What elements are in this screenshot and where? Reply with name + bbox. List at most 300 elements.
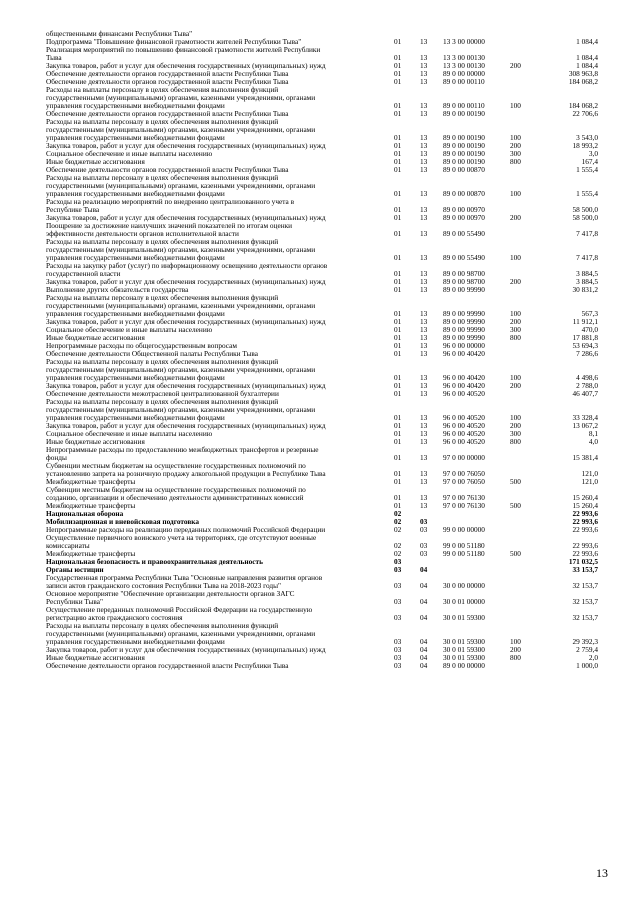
section-code: 01 (394, 141, 402, 150)
section-code: 01 (394, 229, 402, 238)
section-code: 01 (394, 341, 402, 350)
expense-type-code: 100 (510, 309, 521, 318)
amount: 22 993,6 (572, 517, 598, 526)
table-row (46, 198, 598, 214)
section-code: 02 (394, 525, 402, 534)
amount: 11 912,1 (572, 317, 598, 326)
expense-type-code: 500 (510, 501, 521, 510)
amount: 46 407,7 (572, 389, 598, 398)
amount: 33 153,7 (572, 565, 598, 574)
amount: 2 788,0 (576, 381, 598, 390)
subsection-code: 13 (420, 189, 428, 198)
target-article-code: 89 0 00 00190 (443, 149, 485, 158)
subsection-code: 13 (420, 205, 428, 214)
table-row (46, 622, 598, 646)
row-name: Обеспечение деятельности органов государственной власти Республики Тыва (46, 77, 289, 86)
subsection-code: 04 (420, 597, 428, 606)
subsection-code: 13 (420, 141, 428, 150)
expense-type-code: 300 (510, 429, 521, 438)
row-name: Непрограммные расходы по предоставлению межбюджетных трансфертов и резервные фонды (46, 445, 319, 462)
target-article-code: 89 0 00 00000 (443, 69, 485, 78)
table-row (46, 358, 598, 382)
expense-type-code: 200 (510, 277, 521, 286)
section-code: 01 (394, 109, 402, 118)
section-code: 01 (394, 253, 402, 262)
subsection-code: 13 (420, 317, 428, 326)
target-article-code: 99 0 00 00000 (443, 525, 485, 534)
section-code: 01 (394, 389, 402, 398)
row-name: Закупка товаров, работ и услуг для обеспечения государственных (муниципальных) нужд (46, 317, 326, 326)
expense-type-code: 100 (510, 101, 521, 110)
section-code: 01 (394, 285, 402, 294)
amount: 184 068,2 (568, 101, 598, 110)
target-article-code: 30 0 01 00000 (443, 597, 485, 606)
row-name: Поощрение за достижение наилучших значений показателей по итогам оценки эффективности деятельности органов исполнительной власти (46, 221, 293, 238)
amount: 2,0 (588, 653, 598, 662)
row-name: общественными финансами Республики Тыва" (46, 29, 193, 38)
table-row (46, 558, 598, 566)
amount: 1 084,4 (576, 61, 598, 70)
section-code: 01 (394, 421, 402, 430)
section-code: 01 (394, 101, 402, 110)
table-row (46, 486, 598, 502)
section-code: 01 (394, 157, 402, 166)
amount: 121,0 (581, 477, 598, 486)
subsection-code: 13 (420, 389, 428, 398)
target-article-code: 97 0 00 76050 (443, 469, 485, 478)
budget-table (46, 30, 598, 670)
row-name: Расходы на выплаты персоналу в целях обеспечения выполнения функций государственными (муниципальными) органами, казенными учреждениями, органами управления государственными внебюджетными фондами (46, 357, 316, 382)
section-code: 01 (394, 325, 402, 334)
row-name: Расходы на выплаты персоналу в целях обеспечения выполнения функций государственными (муниципальными) органами, казенными учреждениями, органами управления государственными внебюджетными фондами (46, 621, 316, 646)
subsection-code: 13 (420, 477, 428, 486)
amount: 567,3 (581, 309, 598, 318)
amount: 2 759,4 (576, 645, 598, 654)
section-code: 02 (394, 549, 402, 558)
target-article-code: 96 0 00 40420 (443, 349, 485, 358)
expense-type-code: 500 (510, 477, 521, 486)
target-article-code: 89 0 00 00970 (443, 213, 485, 222)
amount: 15 381,4 (572, 453, 598, 462)
target-article-code: 97 0 00 00000 (443, 453, 485, 462)
amount: 167,4 (581, 157, 598, 166)
expense-type-code: 800 (510, 437, 521, 446)
target-article-code: 96 0 00 40520 (443, 389, 485, 398)
amount: 58 500,0 (572, 213, 598, 222)
subsection-code: 13 (420, 341, 428, 350)
table-row (46, 238, 598, 262)
target-article-code: 30 0 01 59300 (443, 613, 485, 622)
expense-type-code: 500 (510, 549, 521, 558)
target-article-code: 96 0 00 40520 (443, 437, 485, 446)
expense-type-code: 100 (510, 189, 521, 198)
row-name: Непрограммные расходы по общегосударственным вопросам (46, 341, 237, 350)
target-article-code: 89 0 00 99990 (443, 333, 485, 342)
section-code: 01 (394, 53, 402, 62)
row-name: Выполнение других обязательств государства (46, 285, 189, 294)
page-number: 13 (596, 866, 608, 880)
row-name: Национальная оборона (46, 509, 124, 518)
row-name: Обеспечение деятельности органов государственной власти Республики Тыва (46, 165, 289, 174)
expense-type-code: 100 (510, 637, 521, 646)
subsection-code: 13 (420, 109, 428, 118)
expense-type-code: 200 (510, 381, 521, 390)
section-code: 01 (394, 429, 402, 438)
row-name: Закупка товаров, работ и услуг для обеспечения государственных (муниципальных) нужд (46, 381, 326, 390)
amount: 1 555,4 (576, 165, 598, 174)
section-code: 01 (394, 165, 402, 174)
section-code: 01 (394, 453, 402, 462)
table-row (46, 502, 598, 510)
amount: 58 500,0 (572, 205, 598, 214)
target-article-code: 13 3 00 00000 (443, 37, 485, 46)
subsection-code: 13 (420, 269, 428, 278)
expense-type-code: 800 (510, 653, 521, 662)
section-code: 01 (394, 309, 402, 318)
row-name: Обеспечение деятельности органов государственной власти Республики Тыва (46, 109, 289, 118)
target-article-code: 89 0 00 98700 (443, 277, 485, 286)
expense-type-code: 300 (510, 325, 521, 334)
subsection-code: 13 (420, 53, 428, 62)
subsection-code: 13 (420, 469, 428, 478)
target-article-code: 96 0 00 00000 (443, 341, 485, 350)
row-name: Непрограммные расходы на реализацию переданных полномочий Российской Федерации (46, 525, 326, 534)
section-code: 03 (394, 653, 402, 662)
target-article-code: 89 0 00 00190 (443, 109, 485, 118)
row-name: Иные бюджетные ассигнования (46, 333, 145, 342)
amount: 7 417,8 (576, 229, 598, 238)
subsection-code: 13 (420, 69, 428, 78)
amount: 7 417,8 (576, 253, 598, 262)
row-name: Расходы на выплаты персоналу в целях обеспечения выполнения функций государственными (муниципальными) органами, казенными учреждениями, органами управления государственными внебюджетными фондами (46, 117, 316, 142)
target-article-code: 99 0 00 51180 (443, 541, 485, 550)
subsection-code: 13 (420, 493, 428, 502)
amount: 3 543,0 (576, 133, 598, 142)
amount: 22 993,6 (572, 525, 598, 534)
amount: 22 993,6 (572, 541, 598, 550)
table-row (46, 398, 598, 422)
amount: 22 993,6 (572, 509, 598, 518)
row-name: Реализация мероприятий по повышению финансовой грамотности жителей Республики Тыва (46, 45, 321, 62)
section-code: 01 (394, 189, 402, 198)
section-code: 03 (394, 637, 402, 646)
amount: 4 498,6 (576, 373, 598, 382)
expense-type-code: 800 (510, 157, 521, 166)
section-code: 03 (394, 557, 402, 566)
row-name: Расходы на выплаты персоналу в целях обеспечения выполнения функций государственными (муниципальными) органами, казенными учреждениями, органами управления государственными внебюджетными фондами (46, 85, 316, 110)
target-article-code: 89 0 00 00110 (443, 101, 485, 110)
subsection-code: 13 (420, 333, 428, 342)
table-row (46, 294, 598, 318)
subsection-code: 13 (420, 413, 428, 422)
row-name: Расходы на выплаты персоналу в целях обеспечения выполнения функций государственными (муниципальными) органами, казенными учреждениями, органами управления государственными внебюджетными фондами (46, 293, 316, 318)
row-name: Закупка товаров, работ и услуг для обеспечения государственных (муниципальных) нужд (46, 141, 326, 150)
row-name: Закупка товаров, работ и услуг для обеспечения государственных (муниципальных) нужд (46, 213, 326, 222)
target-article-code: 89 0 00 55490 (443, 229, 485, 238)
target-article-code: 89 0 00 00110 (443, 77, 485, 86)
row-name: Межбюджетные трансферты (46, 477, 136, 486)
amount: 29 392,3 (572, 637, 598, 646)
subsection-code: 13 (420, 277, 428, 286)
amount: 22 993,6 (572, 549, 598, 558)
table-row (46, 574, 598, 590)
section-code: 03 (394, 581, 402, 590)
subsection-code: 04 (420, 661, 428, 670)
subsection-code: 04 (420, 613, 428, 622)
section-code: 03 (394, 565, 402, 574)
row-name: Расходы на выплаты персоналу в целях обеспечения выполнения функций государственными (муниципальными) органами, казенными учреждениями, органами управления государственными внебюджетными фондами (46, 397, 316, 422)
amount: 18 993,2 (572, 141, 598, 150)
section-code: 01 (394, 477, 402, 486)
subsection-code: 13 (420, 309, 428, 318)
row-name: Осуществление первичного воинского учета на территориях, где отсутствуют военные комиссариаты (46, 533, 317, 550)
amount: 32 153,7 (572, 597, 598, 606)
target-article-code: 89 0 00 00000 (443, 661, 485, 670)
section-code: 01 (394, 149, 402, 158)
subsection-code: 13 (420, 381, 428, 390)
amount: 184 068,2 (568, 77, 598, 86)
table-row (46, 262, 598, 278)
row-name: Социальное обеспечение и иные выплаты населению (46, 149, 213, 158)
amount: 32 153,7 (572, 581, 598, 590)
subsection-code: 13 (420, 229, 428, 238)
row-name: Основное мероприятие "Обеспечение организации деятельности органов ЗАГС Республики Тыва" (46, 589, 295, 606)
table-row (46, 446, 598, 462)
expense-type-code: 200 (510, 141, 521, 150)
amount: 15 260,4 (572, 493, 598, 502)
row-name: Закупка товаров, работ и услуг для обеспечения государственных (муниципальных) нужд (46, 645, 326, 654)
expense-type-code: 200 (510, 645, 521, 654)
subsection-code: 13 (420, 101, 428, 110)
section-code: 01 (394, 469, 402, 478)
section-code: 01 (394, 133, 402, 142)
subsection-code: 13 (420, 437, 428, 446)
row-name: Национальная безопасность и правоохранительная деятельность (46, 557, 263, 566)
amount: 30 831,2 (572, 285, 598, 294)
expense-type-code: 200 (510, 317, 521, 326)
amount: 4,0 (588, 437, 598, 446)
amount: 3,0 (588, 149, 598, 158)
amount: 1 000,0 (576, 661, 598, 670)
section-code: 01 (394, 37, 402, 46)
subsection-code: 13 (420, 429, 428, 438)
target-article-code: 89 0 00 00190 (443, 157, 485, 166)
subsection-code: 03 (420, 549, 428, 558)
row-name: Расходы на выплаты персоналу в целях обеспечения выполнения функций государственными (муниципальными) органами, казенными учреждениями, органами управления государственными внебюджетными фондами (46, 173, 316, 198)
section-code: 01 (394, 333, 402, 342)
section-code: 01 (394, 493, 402, 502)
target-article-code: 97 0 00 76130 (443, 493, 485, 502)
subsection-code: 04 (420, 581, 428, 590)
row-name: Обеспечение деятельности органов государственной власти Республики Тыва (46, 661, 289, 670)
subsection-code: 13 (420, 453, 428, 462)
subsection-code: 13 (420, 349, 428, 358)
row-name: Осуществление переданных полномочий Российской Федерации на государственную регистрацию актов гражданского состояния (46, 605, 313, 622)
section-code: 02 (394, 541, 402, 550)
subsection-code: 03 (420, 541, 428, 550)
section-code: 03 (394, 661, 402, 670)
target-article-code: 96 0 00 40420 (443, 381, 485, 390)
row-name: Субвенции местным бюджетам на осуществление государственных полномочий по установлению запрета на розничную продажу алкогольной продукции в Республике Тыва (46, 461, 326, 478)
row-name: Обеспечение деятельности органов государственной власти Республики Тыва (46, 69, 289, 78)
target-article-code: 89 0 00 99990 (443, 309, 485, 318)
target-article-code: 89 0 00 00870 (443, 165, 485, 174)
subsection-code: 04 (420, 645, 428, 654)
table-row (46, 462, 598, 478)
subsection-code: 13 (420, 149, 428, 158)
section-code: 03 (394, 597, 402, 606)
row-name: Государственная программа Республики Тыва "Основные направления развития органов записи актов гражданского состояния Республики Тыва на 2018-2023 годы" (46, 573, 323, 590)
target-article-code: 96 0 00 40520 (443, 421, 485, 430)
row-name: Межбюджетные трансферты (46, 549, 136, 558)
target-article-code: 89 0 00 00870 (443, 189, 485, 198)
row-name: Расходы на закупку работ (услуг) по информационному освещению деятельности органов государственной власти (46, 261, 328, 278)
table-row (46, 222, 598, 238)
row-name: Иные бюджетные ассигнования (46, 157, 145, 166)
target-article-code: 97 0 00 76050 (443, 477, 485, 486)
subsection-code: 13 (420, 213, 428, 222)
target-article-code: 89 0 00 98700 (443, 269, 485, 278)
subsection-code: 04 (420, 565, 428, 574)
subsection-code: 13 (420, 501, 428, 510)
section-code: 01 (394, 349, 402, 358)
target-article-code: 99 0 00 51180 (443, 549, 485, 558)
subsection-code: 04 (420, 653, 428, 662)
subsection-code: 13 (420, 285, 428, 294)
target-article-code: 30 0 01 59300 (443, 637, 485, 646)
section-code: 01 (394, 61, 402, 70)
expense-type-code: 300 (510, 149, 521, 158)
amount: 121,0 (581, 469, 598, 478)
target-article-code: 30 0 01 59300 (443, 645, 485, 654)
subsection-code: 13 (420, 61, 428, 70)
row-name: Социальное обеспечение и иные выплаты населению (46, 325, 213, 334)
target-article-code: 96 0 00 40520 (443, 413, 485, 422)
target-article-code: 89 0 00 99990 (443, 325, 485, 334)
table-row (46, 606, 598, 622)
subsection-code: 03 (420, 525, 428, 534)
table-row (46, 174, 598, 198)
subsection-code: 13 (420, 77, 428, 86)
expense-type-code: 100 (510, 253, 521, 262)
amount: 22 706,6 (572, 109, 598, 118)
amount: 1 084,4 (576, 37, 598, 46)
subsection-code: 03 (420, 517, 428, 526)
subsection-code: 04 (420, 637, 428, 646)
section-code: 01 (394, 501, 402, 510)
row-name: Иные бюджетные ассигнования (46, 437, 145, 446)
row-name: Закупка товаров, работ и услуг для обеспечения государственных (муниципальных) нужд (46, 277, 326, 286)
amount: 171 032,5 (568, 557, 598, 566)
subsection-code: 13 (420, 325, 428, 334)
target-article-code: 89 0 00 00190 (443, 133, 485, 142)
section-code: 02 (394, 517, 402, 526)
amount: 33 328,4 (572, 413, 598, 422)
expense-type-code: 200 (510, 61, 521, 70)
subsection-code: 13 (420, 157, 428, 166)
expense-type-code: 100 (510, 373, 521, 382)
section-code: 02 (394, 509, 402, 518)
row-name: Межбюджетные трансферты (46, 501, 136, 510)
target-article-code: 30 0 01 59300 (443, 653, 485, 662)
expense-type-code: 200 (510, 213, 521, 222)
subsection-code: 13 (420, 165, 428, 174)
target-article-code: 96 0 00 40420 (443, 373, 485, 382)
row-name: Мобилизационная и вневойсковая подготовка (46, 517, 200, 526)
amount: 470,0 (581, 325, 598, 334)
amount: 3 884,5 (576, 269, 598, 278)
amount: 1 084,4 (576, 53, 598, 62)
target-article-code: 96 0 00 40520 (443, 429, 485, 438)
amount: 32 153,7 (572, 613, 598, 622)
row-name: Закупка товаров, работ и услуг для обеспечения государственных (муниципальных) нужд (46, 61, 326, 70)
subsection-code: 13 (420, 421, 428, 430)
row-name: Субвенции местным бюджетам на осуществление государственных полномочий по созданию, организации и обеспечению деятельности административных комиссий (46, 485, 306, 502)
subsection-code: 13 (420, 373, 428, 382)
section-code: 01 (394, 317, 402, 326)
section-code: 01 (394, 69, 402, 78)
row-name: Обеспечение деятельности Общественной палаты Республики Тыва (46, 349, 258, 358)
amount: 8,1 (588, 429, 598, 438)
target-article-code: 13 3 00 00130 (443, 53, 485, 62)
target-article-code: 30 0 00 00000 (443, 581, 485, 590)
section-code: 01 (394, 413, 402, 422)
section-code: 01 (394, 205, 402, 214)
row-name: Расходы на выплаты персоналу в целях обеспечения выполнения функций государственными (муниципальными) органами, казенными учреждениями, органами управления государственными внебюджетными фондами (46, 237, 316, 262)
table-row (46, 118, 598, 142)
row-name: Подпрограмма "Повышение финансовой грамотности жителей Республики Тыва" (46, 37, 302, 46)
amount: 7 286,6 (576, 349, 598, 358)
target-article-code: 97 0 00 76130 (443, 501, 485, 510)
section-code: 01 (394, 277, 402, 286)
row-name: Закупка товаров, работ и услуг для обеспечения государственных (муниципальных) нужд (46, 421, 326, 430)
target-article-code: 89 0 00 00970 (443, 205, 485, 214)
section-code: 01 (394, 77, 402, 86)
subsection-code: 13 (420, 133, 428, 142)
table-row (46, 46, 598, 62)
section-code: 01 (394, 381, 402, 390)
target-article-code: 89 0 00 99990 (443, 317, 485, 326)
section-code: 01 (394, 373, 402, 382)
row-name: Социальное обеспечение и иные выплаты населению (46, 429, 213, 438)
expense-type-code: 200 (510, 421, 521, 430)
section-code: 01 (394, 213, 402, 222)
table-row (46, 590, 598, 606)
table-row (46, 534, 598, 550)
subsection-code: 13 (420, 37, 428, 46)
amount: 3 884,5 (576, 277, 598, 286)
row-name: Органы юстиции (46, 565, 104, 574)
amount: 308 963,8 (568, 69, 598, 78)
expense-type-code: 800 (510, 333, 521, 342)
section-code: 03 (394, 645, 402, 654)
amount: 53 694,3 (572, 341, 598, 350)
section-code: 01 (394, 269, 402, 278)
expense-type-code: 100 (510, 413, 521, 422)
expense-type-code: 100 (510, 133, 521, 142)
amount: 15 260,4 (572, 501, 598, 510)
amount: 13 067,2 (572, 421, 598, 430)
row-name: Расходы на реализацию мероприятий по внедрению централизованного учета в Республике Тыва (46, 197, 295, 214)
subsection-code: 13 (420, 253, 428, 262)
amount: 17 881,8 (572, 333, 598, 342)
target-article-code: 89 0 00 55490 (443, 253, 485, 262)
target-article-code: 13 3 00 00130 (443, 61, 485, 70)
target-article-code: 89 0 00 00190 (443, 141, 485, 150)
target-article-code: 89 0 00 99990 (443, 285, 485, 294)
row-name: Обеспечение деятельности межотраслевой централизованной бухгалтерии (46, 389, 279, 398)
table-row (46, 662, 598, 670)
